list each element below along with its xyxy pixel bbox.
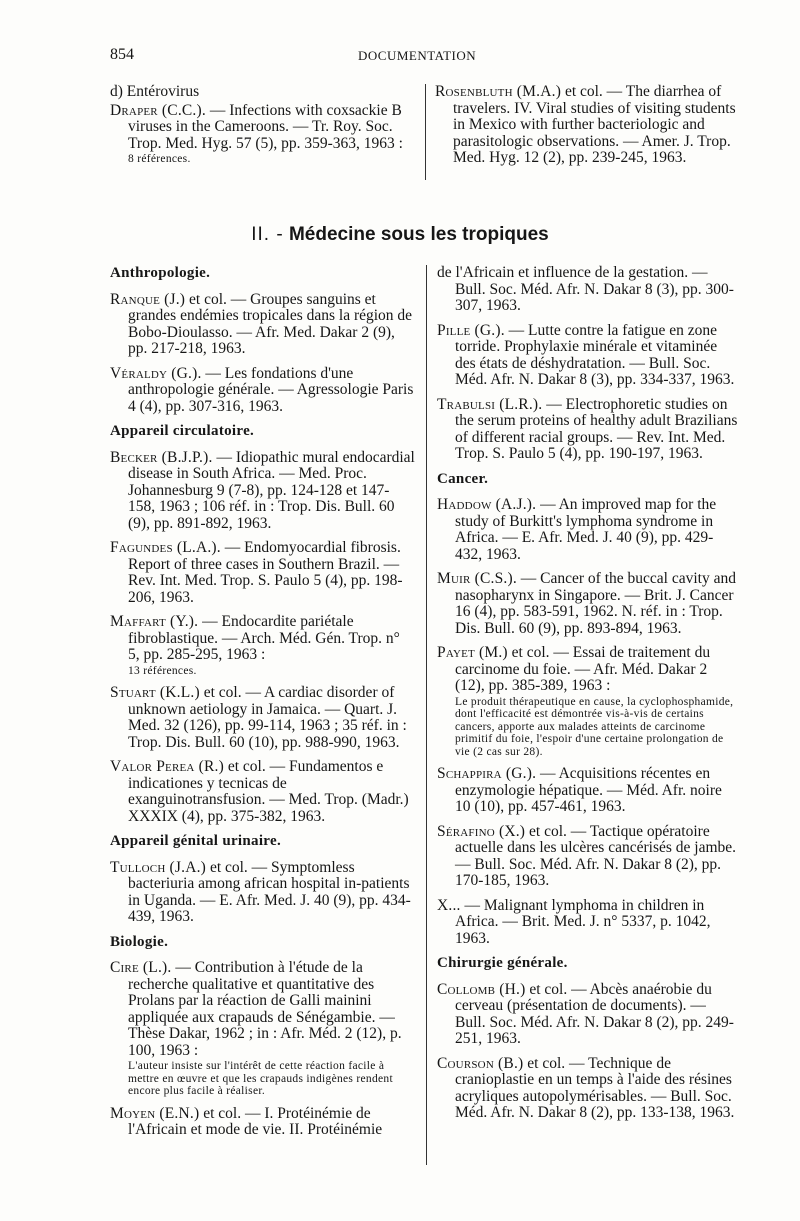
left-column <box>110 265 415 1147</box>
entry-author: Courson (B.) <box>437 1054 524 1072</box>
entry-citation: et col. — Tactique opératoire actuelle dans les ulcères cancérisés de jambe. — Bull. Soc. Méd. Afr. N. Dakar 8 (2), pp. 170-185, 1963. <box>455 822 737 889</box>
entry-author: Muir (C.S.). <box>437 570 517 587</box>
column-divider <box>426 265 427 1165</box>
entry-author: Sérafino (X.) <box>437 822 526 840</box>
entry-citation: — Malignant lymphoma in children in Africa. — Brit. Med. J. n° 5337, p. 1042, 1963. <box>455 896 711 947</box>
entry-note: Le produit thérapeutique en cause, la cyclophosphamide, dont l'efficacité est démontrée vis-à-vis de certains cancers, apporte aux malades atteints de carcinome primitif du foie, l'espoir d'une certaine prolongation de vie (2 cas sur 28). <box>455 695 734 758</box>
entry-citation: et col. — Abcès anaérobie du cerveau (présentation de documents). — Bull. Soc. Méd. Afr. N. Dakar 8 (2), pp. 249-251, 1963. <box>455 980 734 1047</box>
entry-citation: — An improved map for the study of Burkitt's lymphoma syndrome in Africa. — E. Afr. Med. J. 40 (9), pp. 429-432, 1963. <box>455 496 717 563</box>
bibliography-entry <box>437 1056 738 1122</box>
entry-citation: — Electrophoretic studies on the serum proteins of healthy adult Brazilians of different racial groups. — Rev. Int. Med. Trop. S. Paulo 5 (4), pp. 190-197, 1963. <box>455 395 738 462</box>
entry-note: 8 références. <box>128 153 191 165</box>
section-title <box>0 224 800 246</box>
entry-citation: et col. — A cardiac disorder of unknown aetiology in Jamaica. — Quart. J. Med. 32 (126), pp. 99-114, 1963 ; 35 réf. in : Trop. Dis. Bull. 60 (10), pp. 988-990, 1963. <box>128 684 407 751</box>
entry-citation: — Idiopathic mural endocardial disease in South Africa. — Med. Proc. Johannesburg 9 (7-8), pp. 124-128 et 147-158, 1963 ; 106 réf. in : Trop. Dis. Bull. 60 (9), pp. 891-892, 1963. <box>128 448 415 532</box>
section-number: II. - <box>251 224 284 245</box>
entry-author: Rosenbluth (M.A.) <box>435 83 562 100</box>
entry-citation: de l'Africain et influence de la gestation. — Bull. Soc. Méd. Afr. N. Dakar 8 (3), pp. 300-307, 1963. <box>437 264 734 314</box>
bibliography-entry <box>437 898 738 948</box>
entry-citation: — Endocardite pariétale fibroblastique. — Arch. Méd. Gén. Trop. n° 5, pp. 285-295, 1963 : <box>128 613 400 663</box>
entry-citation: et col. — I. Protéinémie de l'Africain et mode de vie. II. Protéinémie <box>128 1104 383 1138</box>
right-column <box>437 265 738 1130</box>
bibliography-entry <box>110 960 415 1098</box>
bibliography-entry <box>437 571 738 637</box>
entry-citation: — Acquisitions récentes en enzymologie hépatique. — Méd. Afr. noire 10 (10), pp. 457-461, 1963. <box>455 765 722 815</box>
bibliography-entry <box>437 645 738 758</box>
entry-citation: — Endomyocardial fibrosis. Report of three cases in Southern Brazil. — Rev. Int. Med. Trop. S. Paulo 5 (4), pp. 198-206, 1963. <box>128 539 403 606</box>
entry-author: Draper (C.C.). <box>110 101 206 119</box>
bibliography-entry <box>437 824 738 890</box>
entry-citation: et col. — Fundamentos e indicationes y tecnicas de exanguinotransfusion. — Med. Trop. (Madr.) XXXIX (4), pp. 375-382, 1963. <box>128 758 409 825</box>
bibliography-list <box>110 103 415 166</box>
entry-author: Fagundes (L.A.). <box>110 539 221 556</box>
section-heading: Biologie. <box>110 933 169 950</box>
section-heading: Chirurgie générale. <box>437 955 568 971</box>
entry-author: Collomb (H.) <box>437 980 526 998</box>
section-heading: Médecine sous les tropiques <box>288 224 549 245</box>
column-divider <box>425 84 426 180</box>
entry-author: Haddow (A.J.). <box>437 496 537 513</box>
entry-author: Payet (M.) <box>437 644 508 661</box>
bibliography-list <box>435 84 737 167</box>
entry-citation: et col. — Groupes sanguins et grandes endémies tropicales dans la région de Bobo-Dioulasso. — Afr. Med. Dakar 2 (9), pp. 217-218, 1963. <box>128 290 413 357</box>
bibliography-entry <box>437 766 738 816</box>
subsection-title: d) Entérovirus <box>110 83 200 100</box>
bibliography-entry <box>437 397 738 463</box>
entry-author: Pille (G.). <box>437 321 505 339</box>
entry-author: X... <box>437 896 461 914</box>
bibliography-entry <box>110 540 415 606</box>
bibliography-entry <box>110 860 415 926</box>
entry-citation: et col. — The diarrhea of travelers. IV. Viral studies of visiting students in Mexico with further bacteriologic and parasitologic observations. — Amer. J. Trop. Med. Hyg. 12 (2), pp. 239-245, 1963. <box>453 83 736 166</box>
entry-author: Trabulsi (L.R.). <box>437 395 543 413</box>
bibliography-entry <box>110 103 415 166</box>
page-header <box>110 46 735 68</box>
page-number: 854 <box>110 46 134 63</box>
entry-citation: — Lutte contre la fatigue en zone torride. Prophylaxie minérale et vitaminée des états de déshydratation. — Bull. Soc. Méd. Afr. N. Dakar 8 (3), pp. 334-337, 1963. <box>455 321 735 388</box>
entry-note: 13 références. <box>128 664 197 677</box>
section-heading: Cancer. <box>437 470 489 487</box>
bibliography-entry <box>110 1106 415 1139</box>
entry-author: Maffart (Y.). <box>110 613 199 630</box>
entry-citation: — Infections with coxsackie B viruses in the Cameroons. — Tr. Roy. Soc. Trop. Med. Hyg. 57 (5), pp. 359-363, 1963 : <box>128 101 403 152</box>
entry-author: Cire (L.). <box>110 959 172 976</box>
bibliography-entry <box>437 497 738 563</box>
entry-citation: et col. — Symptomless bacteriuria among african hospital in-patients in Uganda. — E. Afr. Med. J. 40 (9), pp. 434-439, 1963. <box>128 858 411 925</box>
entry-author: Ranque (J.) <box>110 290 186 308</box>
bibliography-entry <box>437 982 738 1048</box>
top-right-block <box>435 84 737 175</box>
bibliography-entry <box>110 292 415 358</box>
entry-citation: — Cancer of the buccal cavity and nasopharynx in Singapore. — Brit. J. Cancer 16 (4), pp. 583-591, 1962. N. réf. in : Trop. Dis. Bull. 60 (9), pp. 893-894, 1963. <box>455 570 736 637</box>
entry-note: L'auteur insiste sur l'intérêt de cette réaction facile à mettre en œuvre et que les crapauds indigènes rendent encore plus facile à réaliser. <box>128 1060 393 1097</box>
section-heading: Appareil circulatoire. <box>110 423 255 439</box>
bibliography-entry <box>437 265 738 315</box>
entry-author: Valor Perea (R.) <box>110 758 224 775</box>
bibliography-entry <box>110 450 415 533</box>
bibliography-entry <box>110 685 415 751</box>
bibliography-entry <box>437 323 738 389</box>
entry-author: Schappira (G.). <box>437 765 537 782</box>
bibliography-entry <box>435 84 737 167</box>
entry-author: Tulloch (J.A.) <box>110 858 207 876</box>
top-left-block <box>110 84 415 174</box>
entry-citation: et col. — Essai de traitement du carcinome du foie. — Afr. Méd. Dakar 2 (12), pp. 385-389, 1963 : <box>455 644 711 694</box>
running-title: DOCUMENTATION <box>358 48 477 63</box>
bibliography-entry <box>110 614 415 677</box>
entry-author: Véraldy (G.). <box>110 364 202 382</box>
entry-citation: — Les fondations d'une anthropologie générale. — Agressologie Paris 4 (4), pp. 307-316, 1963. <box>128 364 414 415</box>
bibliography-entry <box>110 759 415 825</box>
entry-author: Becker (B.J.P.). <box>110 448 213 466</box>
entry-citation: et col. — Technique de cranioplastie en un temps à l'aide des résines acryliques autopolymérisables. — Bull. Soc. Méd. Afr. N. Dakar 8 (2), pp. 133-138, 1963. <box>455 1054 735 1121</box>
section-heading: Anthropologie. <box>110 265 211 281</box>
entry-citation: — Contribution à l'étude de la recherche qualitative et quantitative des Prolans par la réaction de Galli mainini appliquée aux crapauds de Sénégambie. — Thèse Dakar, 1962 ; in : Afr. Méd. 2 (12), p. 100, 1963 : <box>128 959 402 1059</box>
bibliography-entry <box>110 366 415 416</box>
entry-author: Moyen (E.N.) <box>110 1104 200 1122</box>
entry-author: Stuart (K.L.) <box>110 684 200 701</box>
section-heading: Appareil génital urinaire. <box>110 833 281 849</box>
